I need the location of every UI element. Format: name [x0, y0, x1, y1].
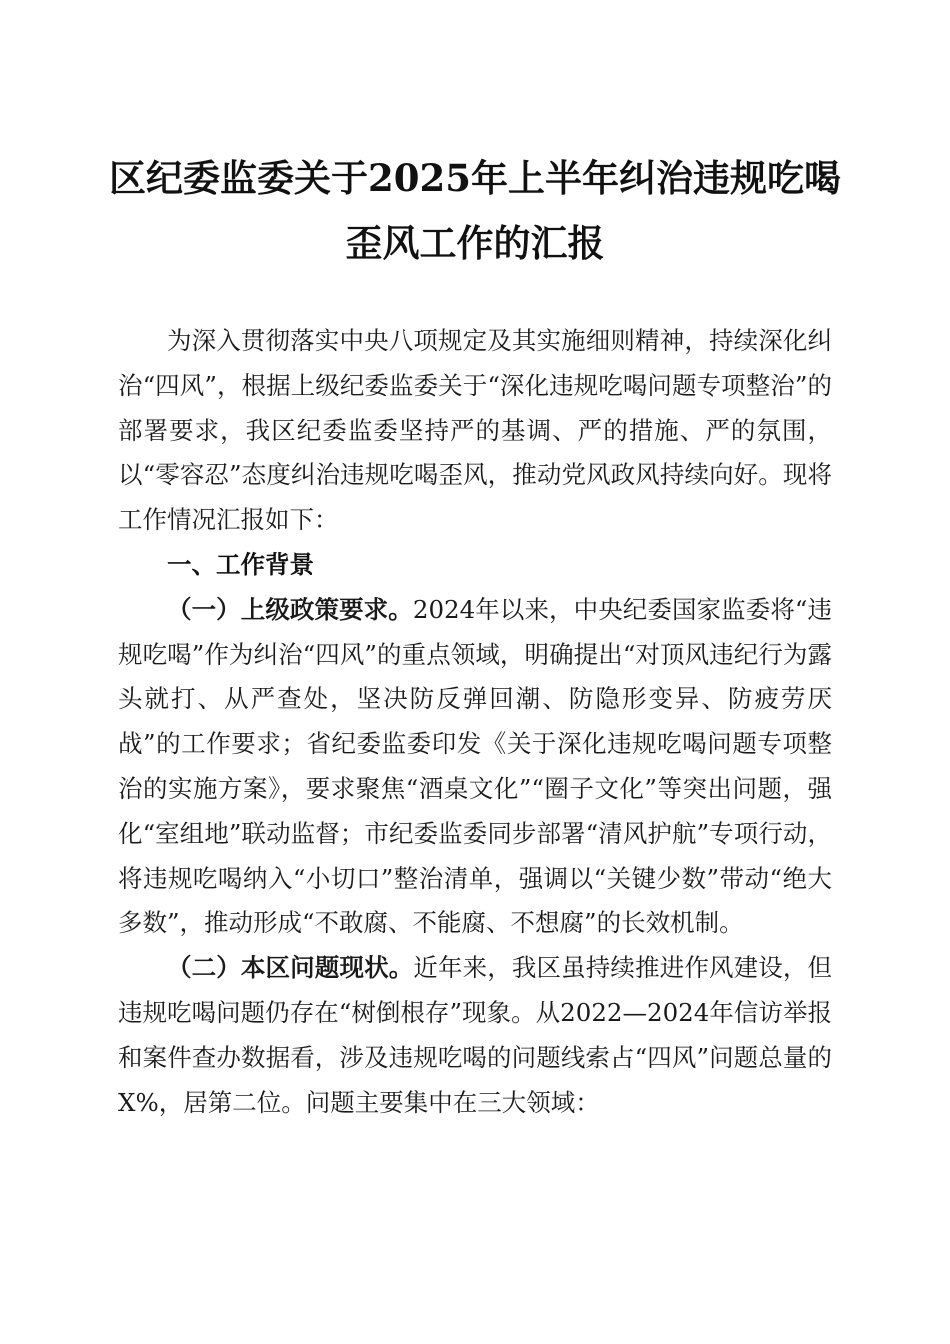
section-heading-background: 一、工作背景 — [167, 549, 314, 579]
subsection-policy-paragraph — [118, 588, 832, 946]
subsection-policy-text: 2024年以来，中央纪委国家监委将“违规吃喝”作为纠治“四风”的重点领域，明确提出“对顶风违纪行为露头就打、从严查处，坚决防反弹回潮、防隐形变异、防疲劳厌战”的工作要求；省纪委监委印发《关于深化违规吃喝问题专项整治的实施方案》，要求聚焦“酒桌文化”“圈子文化”等突出问题，强化“室组地”联动监督；市纪委监委同步部署“清风护航”专项行动，将违规吃喝纳入“小切口”整治清单，强调以“关键少数”带动“绝大多数”，推动形成“不敢腐、不能腐、不想腐”的长效机制。 — [118, 594, 833, 938]
intro-paragraph: 为深入贯彻落实中央八项规定及其实施细则精神，持续深化纠治“四风”，根据上级纪委监委关于“深化违规吃喝问题专项整治”的部署要求，我区纪委监委坚持严的基调、严的措施、严的氛围，以“零容忍”态度纠治违规吃喝歪风，推动党风政风持续向好。现将工作情况汇报如下： — [118, 326, 832, 535]
subsection-status-text: 近年来，我区虽持续推进作风建设，但违规吃喝问题仍存在“树倒根存”现象。从2022—2024年信访举报和案件查办数据看，涉及违规吃喝的问题线索占“四风”问题总量的X%，居第二位。问题主要集中在三大领域： — [118, 953, 833, 1117]
subsection-policy-lead: （一）上级政策要求。 — [167, 594, 413, 624]
subsection-status-paragraph — [118, 946, 832, 1125]
document-body — [118, 319, 832, 1125]
subsection-status-lead: （二）本区问题现状。 — [167, 953, 414, 983]
document-title-line1: 区纪委监委关于2025年上半年纠治违规吃喝 — [109, 156, 841, 200]
document-title-line2: 歪风工作的汇报 — [345, 221, 605, 265]
